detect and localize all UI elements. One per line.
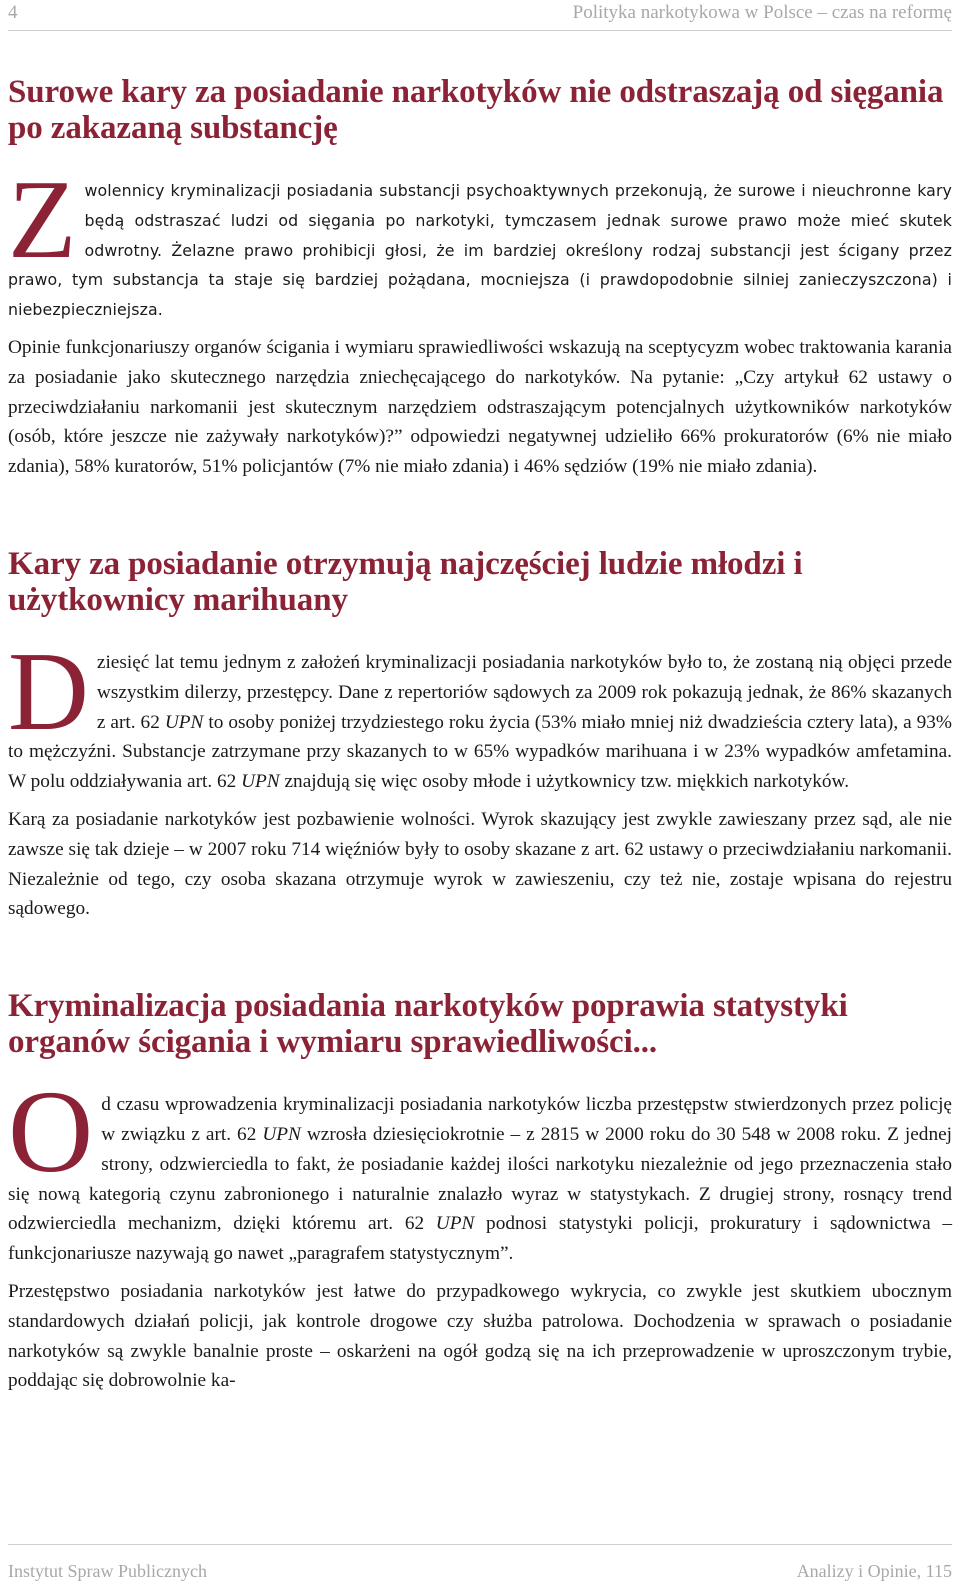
article-body	[8, 74, 952, 1396]
section-title-1: Surowe kary za posiadanie narkotyków nie odstraszają od sięgania po zakazaną substancję	[8, 74, 944, 146]
dropcap-z: Z	[8, 158, 77, 282]
paragraph-text: to osoby poniżej trzydziestego roku życia (53% miało mniej niż dwadzieścia cztery lata), a 93% to mężczyźni. Substancje zatrzymane przy skazanych to w 65% wypadków marihuana i w 23% wypadków amfetamina. W polu oddziaływania art. 62	[8, 711, 952, 793]
section-title-2: Kary za posiadanie otrzymują najczęściej ludzie młodzi i użytkownicy marihuany	[8, 545, 803, 618]
series-info: Analizy i Opinie, 115	[796, 1561, 952, 1581]
law-abbreviation: UPN	[164, 711, 204, 733]
section-1-paragraph-1	[8, 158, 952, 325]
running-title: Polityka narkotykowa w Polsce – czas na reformę	[572, 2, 952, 23]
section-title-3: Kryminalizacja posiadania narkotyków poprawia statystyki organów ścigania i wymiaru sprawiedliwości...	[8, 988, 848, 1061]
law-abbreviation: UPN	[262, 1123, 301, 1145]
section-2-paragraph-1	[8, 629, 952, 797]
page-header	[8, 0, 952, 31]
section-1-paragraph-2: Opinie funkcjonariuszy organów ścigania i wymiaru sprawiedliwości wskazują na sceptycyzm wobec traktowania karania za posiadanie jako skutecznego narzędzia zniechęcającego do narkotyków. Na pytanie: „Czy artykuł 62 ustawy o przeciwdziałaniu narkomanii jest skutecznym narzędziem odstraszającym potencjalnych użytkowników narkotyków (osób, które jeszcze nie zażywały narkotyków)?” odpowiedzi negatywnej udzieliło 66% prokuratorów (6% nie miało zdania), 58% kuratorów, 51% policjantów (7% nie miało zdania) i 46% sędziów (19% nie miało zdania).	[8, 336, 952, 478]
publisher-name: Instytut Spraw Publicznych	[8, 1561, 207, 1581]
paragraph-text: ziesięć lat temu jednym z założeń kryminalizacji posiadania narkotyków było to, że zostaną nią objęci przede wszystkim dilerzy, przestępcy. Dane z repertoriów sądowych za 2009 rok pokazują jednak, że 86% skazanych z art. 62	[96, 651, 952, 733]
section-2-paragraph-2: Karą za posiadanie narkotyków jest pozbawienie wolności. Wyrok skazujący jest zwykle zawieszany przez sąd, ale nie zawsze się tak dzieje – w 2007 roku 714 więźniów były to osoby skazane z art. 62 ustawy o przeciwdziałaniu narkomanii. Niezależnie od tego, czy osoba skazana otrzymuje wyrok w zawieszeniu, czy też nie, zostaje wpisana do rejestru sądowego.	[8, 808, 952, 920]
paragraph-text: wzrosła dziesięciokrotnie – z 2815 w 2000 roku do 30 548 w 2008 roku. Z jednej strony, odzwierciedla to fakt, że posiadanie każdej ilości narkotyku niezależnie od jego przeznaczenia stało się nową kategorią czynu zabronionego i naturalnie znalazło wyraz w statystykach. Z drugiej strony, rosnący trend odzwierciedla mechanizm, dzięki któremu art. 62	[8, 1123, 952, 1235]
paragraph-text: wolennicy kryminalizacji posiadania substancji psychoaktywnych przekonują, że surowe i nieuchronne kary będą odstraszać ludzi od sięgania po narkotyki, tymczasem jednak surowe prawo może mieć skutek odwrotny. Żelazne prawo prohibicji głosi, że im bardziej określony rodzaj substancji jest ścigany przez prawo, tym substancja ta staje się bardziej pożądana, mocniejsza (i prawdopodobnie silniej zanieczyszczona) i niebezpieczniejsza.	[8, 181, 952, 320]
dropcap-o: O	[8, 1066, 94, 1198]
paragraph-text: podnosi statystyki policji, prokuratury i sądownictwa – funkcjonariusze nazywają go nawet „paragrafem statystycznym”.	[8, 1213, 952, 1265]
dropcap-d: D	[8, 629, 89, 754]
page-number: 4	[8, 2, 18, 23]
page-footer	[8, 1544, 952, 1589]
section-3-paragraph-2: Przestępstwo posiadania narkotyków jest łatwe do przypadkowego wykrycia, co zwykle jest skutkiem ubocznym standardowych działań policji, jak kontrole drogowe czy służba patrolowa. Dochodzenia w sprawach o posiadanie narkotyków są zwykle banalnie proste – oskarżeni na ogół godzą się na ich przeprowadzenie w uproszczonym trybie, poddając się dobrowolnie ka-	[8, 1280, 952, 1392]
law-abbreviation: UPN	[435, 1213, 475, 1235]
paragraph-text: znajdują się więc osoby młode i użytkownicy tzw. miękkich narkotyków.	[279, 771, 850, 793]
law-abbreviation: UPN	[241, 771, 280, 793]
paragraph-text: d czasu wprowadzenia kryminalizacji posiadania narkotyków liczba przestępstw stwierdzonych przez policję w związku z art. 62	[101, 1094, 952, 1145]
section-3-paragraph-1	[8, 1066, 952, 1269]
